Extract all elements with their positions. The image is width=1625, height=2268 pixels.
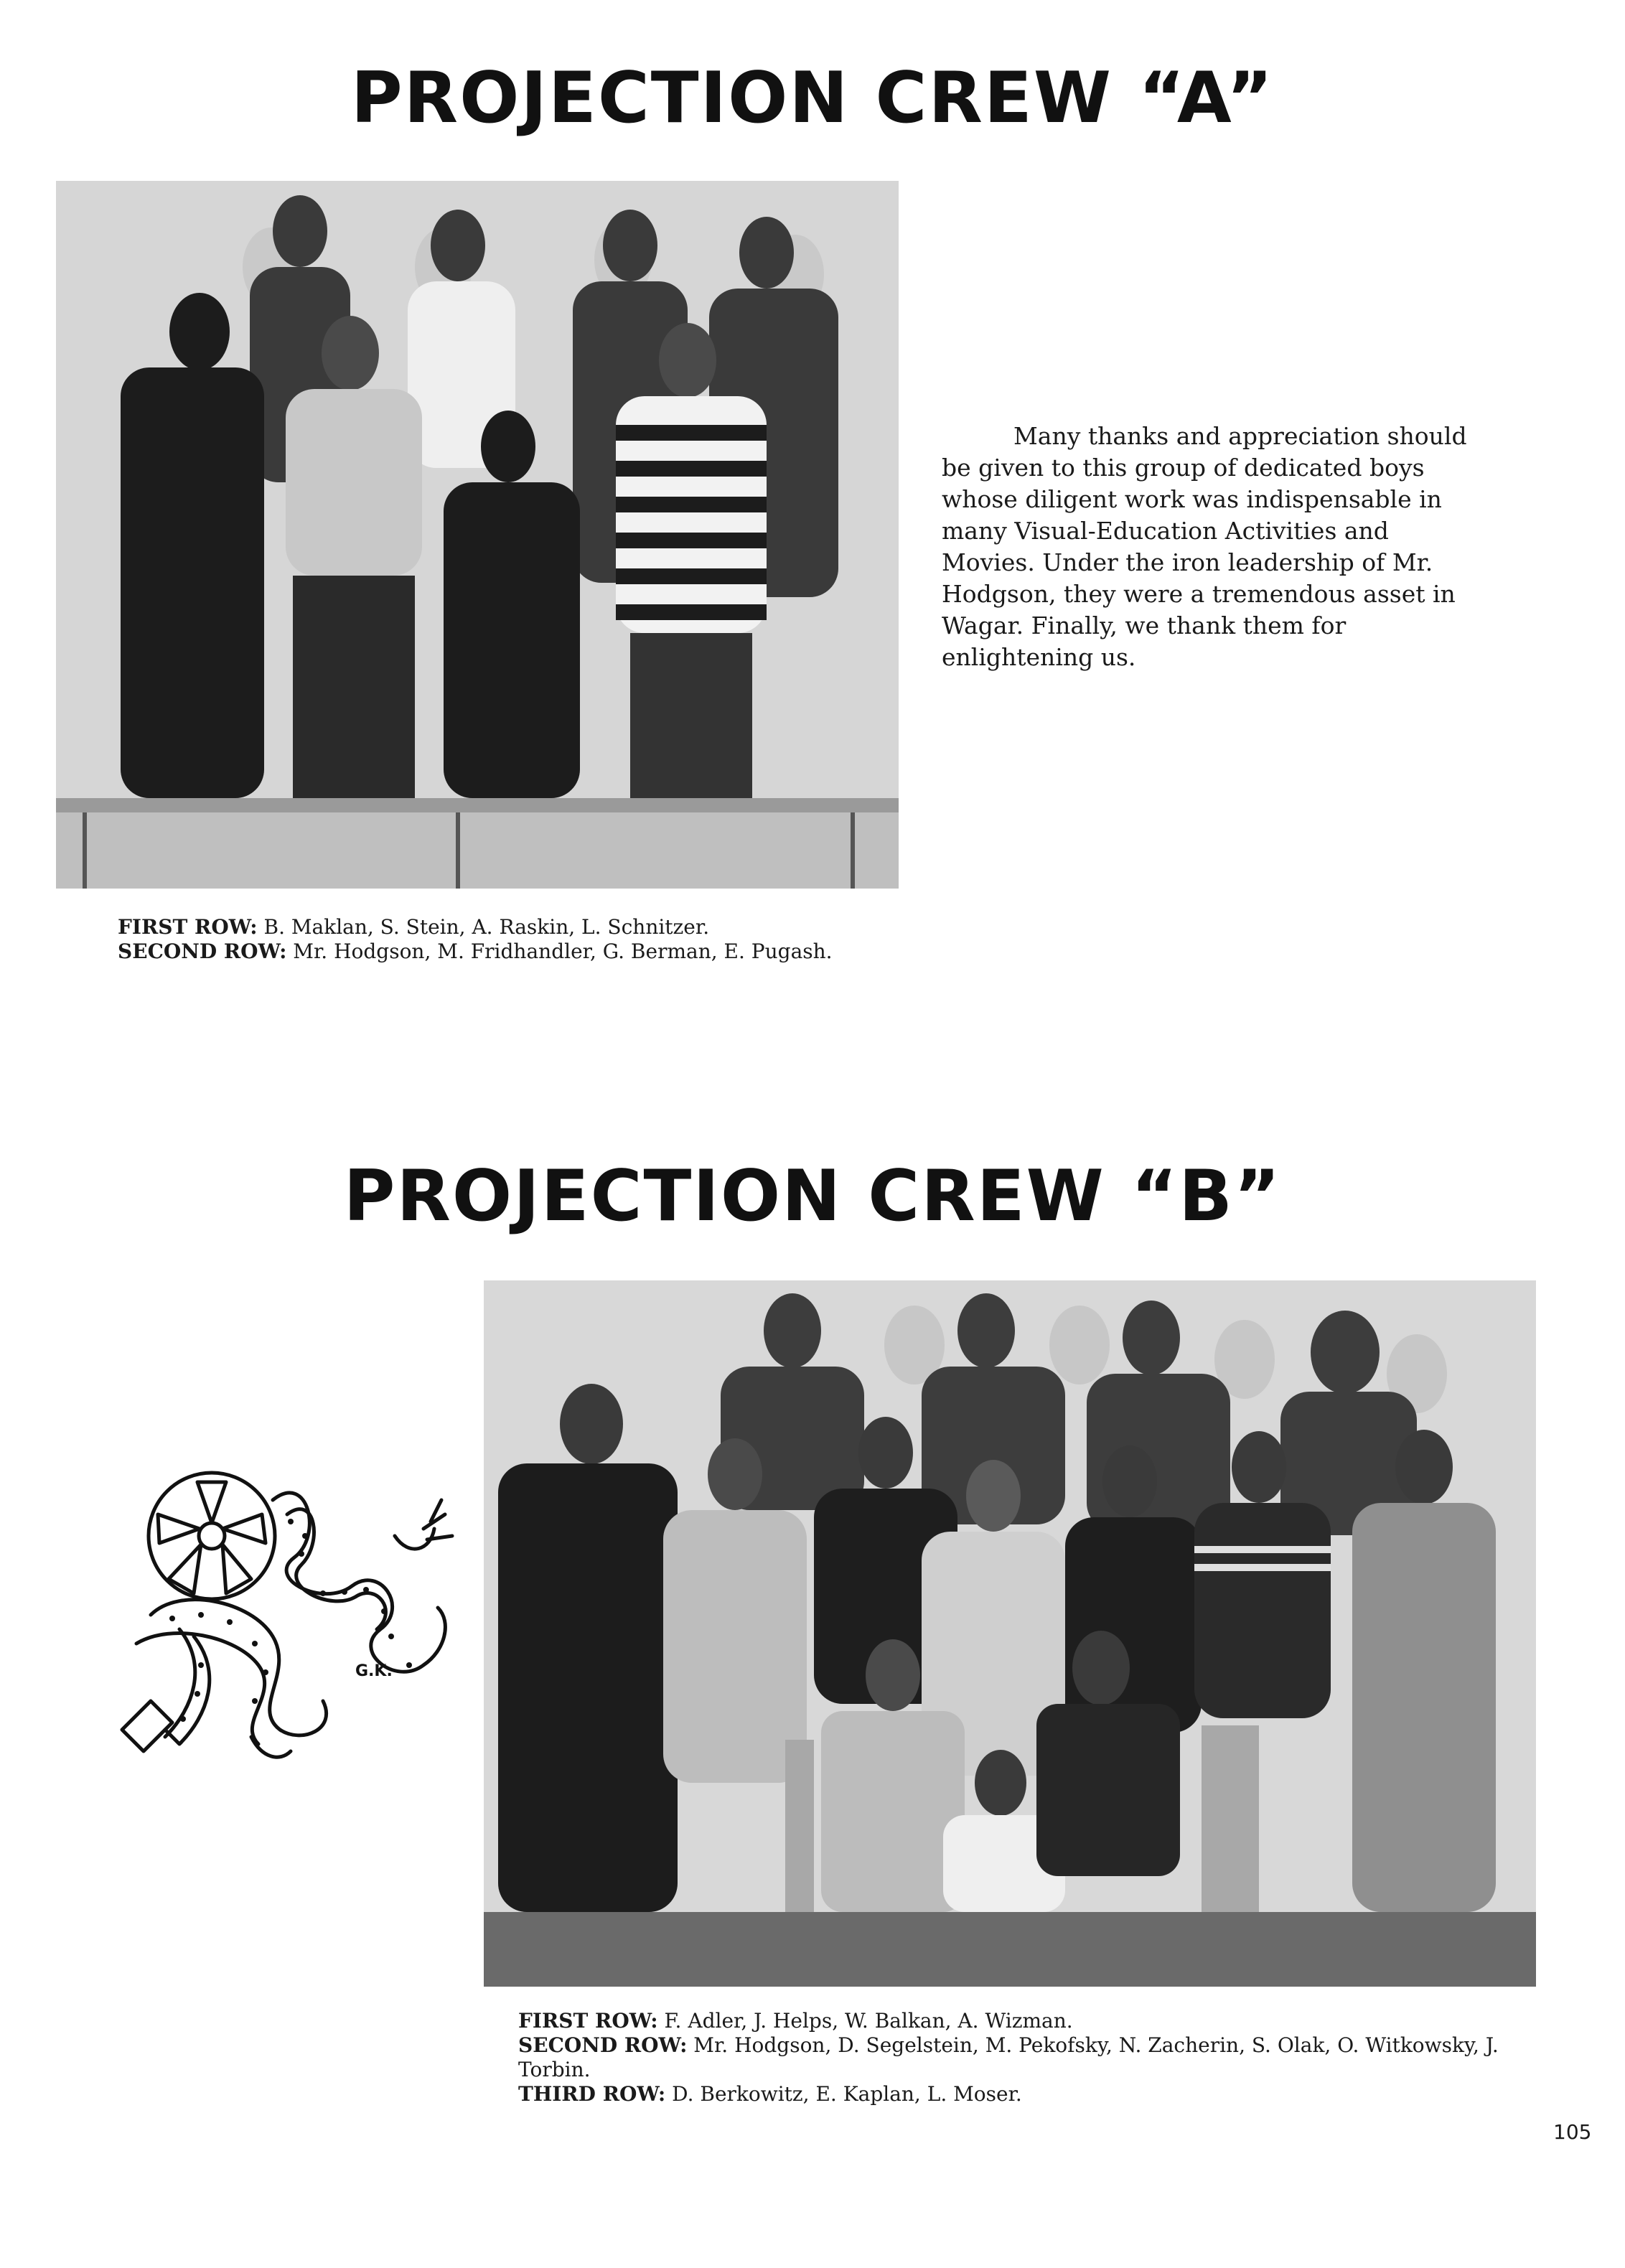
row-label: FIRST ROW: [518, 2009, 658, 2033]
crew-b-third-row [518, 2082, 1523, 2107]
crew-a-caption [118, 915, 979, 964]
crew-a-group-photo [56, 181, 899, 889]
crew-a-first-row [118, 915, 979, 939]
crew-b-first-row [518, 2009, 1523, 2033]
row-names: Mr. Hodgson, D. Segelstein, M. Pekofsky, N. Zacherin, S. Olak, O. Witkowsky, J. Torbin. [518, 2033, 1499, 2081]
row-names: B. Maklan, S. Stein, A. Raskin, L. Schnitzer. [257, 915, 710, 939]
crew-b-heading: PROJECTION CREW “B” [343, 1156, 1282, 1237]
row-label: SECOND ROW: [518, 2033, 688, 2057]
artist-initials: G.K. [355, 1662, 393, 1680]
crew-b-second-row [518, 2033, 1523, 2082]
crew-a-second-row [118, 939, 979, 964]
row-label: SECOND ROW: [118, 939, 287, 963]
film-reel-drawing [108, 1457, 467, 1773]
row-label: THIRD ROW: [518, 2082, 666, 2106]
row-label: FIRST ROW: [118, 915, 258, 939]
crew-b-group-photo [484, 1280, 1536, 1987]
row-names: Mr. Hodgson, M. Fridhandler, G. Berman, E. Pugash. [286, 939, 833, 963]
page-number: 105 [1553, 2120, 1592, 2144]
crew-a-description: Many thanks and appreciation should be given to this group of dedicated boys whose diligent work was indispensable in many Visual-Education Activities and Movies. Under the iron leadership of Mr. Hodgson, they were a tremendous asset in Wagar. Finally, we thank them for enlightening us. [942, 422, 1467, 671]
row-names: F. Adler, J. Helps, W. Balkan, A. Wizman. [657, 2009, 1073, 2033]
crew-a-heading: PROJECTION CREW “A” [350, 57, 1275, 139]
row-names: D. Berkowitz, E. Kaplan, L. Moser. [665, 2082, 1022, 2106]
crew-b-caption [518, 2009, 1523, 2107]
